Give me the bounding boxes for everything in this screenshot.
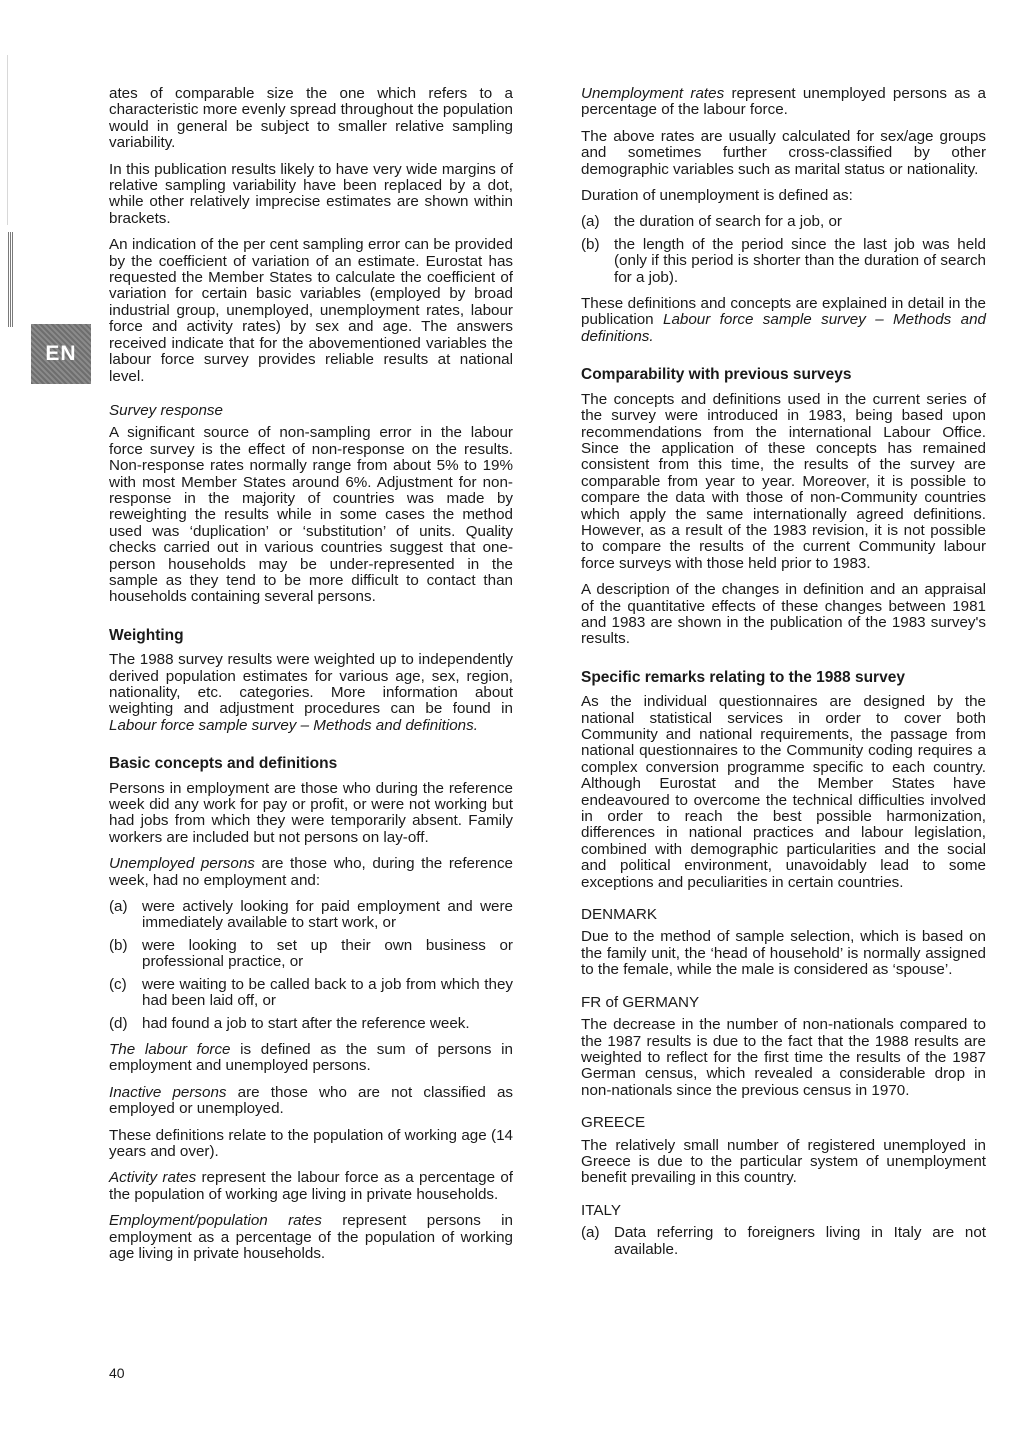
list-item: (a) the duration of search for a job, or	[581, 213, 842, 231]
basic-concepts-heading: Basic concepts and definitions	[109, 755, 338, 773]
paragraph: Unemployed persons are those who, during the reference week, had no employment and:	[109, 855, 513, 889]
list-item: (d) had found a job to start after the reference week.	[109, 1014, 470, 1032]
paragraph: Persons in employment are those who during the reference week did any work for pay or profit, or were not working but had jobs from which they were temporarily absent. Family workers are included but not persons on lay-off.	[109, 779, 513, 846]
list-item: (b) were looking to set up their own business or professional practice, or	[109, 936, 513, 971]
survey-response-heading: Survey response	[109, 401, 223, 419]
paragraph: A description of the changes in definition and an appraisal of the quantitative effects of these changes between 1981 and 1983 are shown in the publication of the 1983 survey's results.	[581, 581, 986, 648]
paragraph: An indication of the per cent sampling error can be provided by the coefficient of variation of an estimate. Eurostat has requested the Member States to calculate the coefficient of variation for certain basic variables (employed by broad industrial group, unemployed, unemployment rates, labour force and activity rates) by sex and age. The answers received indicate that for the abovementioned variables the labour force survey provides reliable results at national level.	[109, 236, 513, 385]
paragraph: These definitions relate to the population of working age (14 years and over).	[109, 1126, 513, 1160]
paragraph: The 1988 survey results were weighted up to independently derived population estimates for various age, sex, region, nationality, etc. categories. More information about weighting and adjustment procedures can be found in Labour force sample survey – Methods and definitions.	[109, 651, 513, 734]
list-item: (a) were actively looking for paid employment and were immediately available to start work, or	[109, 898, 513, 932]
paragraph: The decrease in the number of non-nationals compared to the 1987 results is due to the fact that the 1988 results are weighted to reflect for the first time the results of the 1987 German census, which revealed a considerable drop in non-nationals since the previous census in 1970.	[581, 1016, 986, 1099]
right-column	[581, 86, 986, 1264]
weighting-heading: Weighting	[109, 626, 184, 644]
greece-heading: GREECE	[581, 1114, 646, 1132]
paragraph: Duration of unemployment is defined as:	[581, 187, 853, 205]
denmark-heading: DENMARK	[581, 906, 657, 924]
paragraph: The relatively small number of registered unemployed in Greece is due to the particular system of unemployment benefit prevailing in this country.	[581, 1136, 986, 1187]
left-column	[109, 86, 513, 1272]
paragraph: ates of comparable size the one which refers to a characteristic more evenly spread throughout the population would in general be subject to smaller relative sampling variability.	[109, 85, 513, 152]
comparability-heading: Comparability with previous surveys	[581, 366, 852, 384]
paragraph: Employment/population rates represent persons in employment as a percentage of the population of working age living in private households.	[109, 1212, 513, 1262]
page-fold-line	[7, 55, 8, 225]
paragraph: The above rates are usually calculated for sex/age groups and sometimes further cross-classified by other demographic variables such as marital status or nationality.	[581, 127, 986, 178]
language-tab-label: EN	[45, 342, 77, 365]
list-item: (a) Data referring to foreigners living in Italy are not available.	[581, 1224, 986, 1258]
paragraph: Due to the method of sample selection, which is based on the family unit, the ‘head of household’ is normally assigned to the female, while the male is considered as ‘spouse’.	[581, 928, 986, 979]
paragraph: As the individual questionnaires are designed by the national statistical services in order to cover both Community and national requirements, the passage from national questionnaires to the Community coding requires a complex conversion programme specific to each country. Although Eurostat and the Member States have endeavoured to overcome the technical difficulties involved in order to reach the best possible harmonization, differences in national practices and labour legislation, combined with demographic particularities and the social and political environment, unavoidably lead to some exceptions and peculiarities in certain countries.	[581, 693, 986, 891]
paragraph: Activity rates represent the labour force as a percentage of the population of working age living in private households.	[109, 1169, 513, 1203]
list-item: (b) the length of the period since the last job was held (only if this period is shorter than the duration of search for a job).	[581, 235, 986, 286]
paragraph: These definitions and concepts are explained in detail in the publication Labour force sample survey – Methods and definitions.	[581, 295, 986, 345]
paragraph: Inactive persons are those who are not classified as employed or unemployed.	[109, 1083, 513, 1118]
paragraph: The concepts and definitions used in the current series of the survey were introduced in 1983, being based upon recommendations from the international Labour Office. Since the application of these concepts has remained consistent from this time, the results of the survey are comparable from year to year. Moreover, it is possible to compare the data with those of non-Community countries which apply the same internationally agreed definitions. However, as a result of the 1983 revision, it is not possible to compare the results of the current Community labour force surveys with those held prior to 1983.	[581, 390, 986, 572]
specific-remarks-heading: Specific remarks relating to the 1988 survey	[581, 668, 905, 686]
language-tab	[31, 324, 91, 384]
list-item: (c) were waiting to be called back to a job from which they had been laid off, or	[109, 975, 513, 1010]
thumb-index-lines	[8, 232, 14, 327]
germany-heading: FR of GERMANY	[581, 993, 700, 1011]
italy-heading: ITALY	[581, 1201, 621, 1219]
paragraph: In this publication results likely to have very wide margins of relative sampling variability have been replaced by a dot, while other relatively imprecise estimates are shown within brackets.	[109, 160, 513, 227]
paragraph: A significant source of non-sampling error in the labour force survey is the effect of non-response on the results. Non-response rates normally range from about 5% to 19% with most Member States around 6%. Adjustment for non-response in the majority of countries was made by reweighting the results while in some cases the method used was ‘duplication’ or ‘substitution’ of units. Quality checks carried out in various countries suggest that one-person households may be under-represented in the sample as they tend to be more difficult to contact than households containing several persons.	[109, 424, 513, 606]
paragraph: Unemployment rates represent unemployed persons as a percentage of the labour force.	[581, 85, 986, 119]
page-number: 40	[109, 1365, 125, 1381]
paragraph: The labour force is defined as the sum of persons in employment and unemployed persons.	[109, 1040, 513, 1075]
